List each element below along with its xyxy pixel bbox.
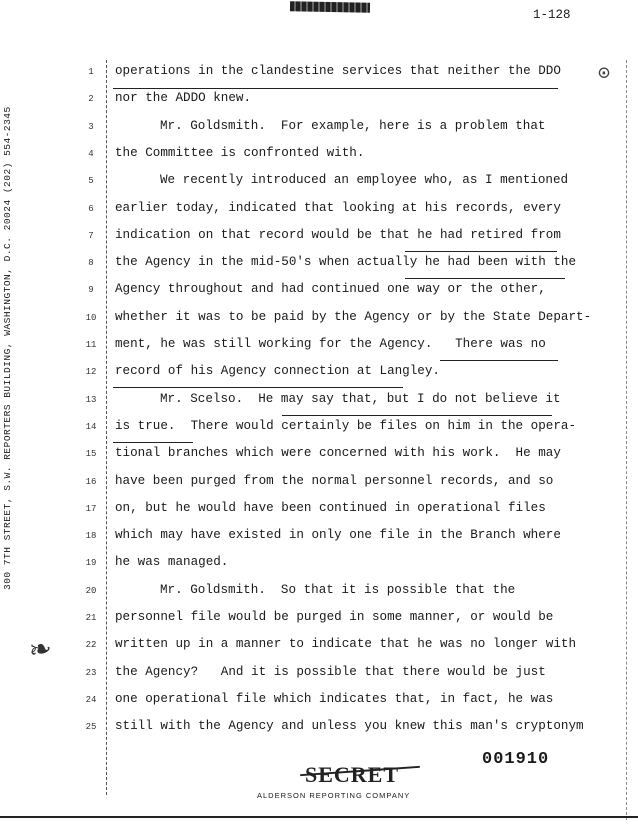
transcript-line <box>0 583 638 603</box>
line-text: indication on that record would be that he had retired from <box>115 227 561 242</box>
top-classification-stamp <box>290 1 370 12</box>
line-text: the Agency? And it is possible that there would be just <box>115 664 546 679</box>
line-text: one operational file which indicates that, in fact, he was <box>115 691 554 706</box>
line-number: 1 <box>88 67 94 77</box>
handwritten-underline <box>282 415 552 416</box>
line-number: 10 <box>85 312 97 323</box>
line-text: whether it was to be paid by the Agency or by the State Depart- <box>115 309 592 324</box>
transcript-line <box>0 173 638 193</box>
handwritten-signature: ❧ <box>27 630 54 672</box>
line-text: the Agency in the mid-50's when actually he had been with the <box>115 255 577 270</box>
line-text: Mr. Goldsmith. So that it is possible that the <box>160 582 516 597</box>
line-number: 2 <box>88 94 94 105</box>
line-number: 25 <box>85 722 97 733</box>
transcript-line <box>0 282 638 302</box>
line-number: 6 <box>88 203 94 214</box>
handwritten-underline <box>440 360 558 361</box>
line-number: 19 <box>85 558 97 569</box>
transcript-line <box>0 446 638 466</box>
transcript-line <box>0 255 638 275</box>
line-number: 7 <box>88 230 94 241</box>
line-text: Agency throughout and had continued one way or the other, <box>115 282 546 297</box>
line-text: have been purged from the normal personnel records, and so <box>115 473 554 488</box>
line-text: Mr. Scelso. He may say that, but I do not believe it <box>160 391 561 406</box>
transcript-line <box>0 419 638 439</box>
transcript-line <box>0 119 638 139</box>
transcript-line <box>0 310 638 330</box>
handwritten-underline <box>405 278 565 279</box>
bottom-rule <box>0 816 638 818</box>
line-text: earlier today, indicated that looking at his records, every <box>115 200 561 215</box>
line-text: Mr. Goldsmith. For example, here is a problem that <box>160 118 546 133</box>
transcript-line <box>0 201 638 221</box>
line-number: 13 <box>85 394 97 405</box>
transcript-line <box>0 64 638 84</box>
transcript-line <box>0 146 638 166</box>
line-text: is true. There would certainly be files on him in the opera- <box>115 418 577 433</box>
line-number: 23 <box>85 667 97 678</box>
page-number: 1-128 <box>533 8 571 22</box>
line-number: 3 <box>88 121 94 132</box>
line-text: on, but he would have been continued in operational files <box>115 500 546 515</box>
line-number: 16 <box>85 476 97 487</box>
secret-stamp: SECRET <box>305 762 400 787</box>
line-text: the Committee is confronted with. <box>115 145 365 160</box>
line-text: personnel file would be purged in some manner, or would be <box>115 610 554 624</box>
line-number: 8 <box>88 258 94 269</box>
line-number: 20 <box>85 585 97 596</box>
reporting-company: ALDERSON REPORTING COMPANY <box>257 791 411 800</box>
transcript-line <box>0 692 638 712</box>
handwritten-underline <box>113 387 403 388</box>
transcript-line <box>0 337 638 357</box>
line-number: 12 <box>85 367 97 378</box>
line-text: written up in a manner to indicate that he was no longer with <box>115 637 577 652</box>
paperclip-mark: ⊙ <box>598 63 611 86</box>
transcript-line <box>0 610 638 630</box>
line-number: 18 <box>85 531 97 542</box>
handwritten-underline <box>113 88 558 89</box>
line-text: We recently introduced an employee who, as I mentioned <box>160 173 569 188</box>
transcript-line <box>0 637 638 657</box>
line-number: 4 <box>88 148 94 159</box>
margin-address-text: 300 7TH STREET, S.W. REPORTERS BUILDING, WASHINGTON, D.C. 20024 (202) 554-2345 <box>2 106 13 590</box>
transcript-line <box>0 364 638 384</box>
handwritten-underline <box>405 251 557 252</box>
line-text: ment, he was still working for the Agency. There was no <box>115 337 546 351</box>
transcript-line <box>0 528 638 548</box>
line-text: record of his Agency connection at Langley. <box>115 364 440 379</box>
line-text: tional branches which were concerned with his work. He may <box>115 446 561 461</box>
transcript-line <box>0 228 638 248</box>
line-text: he was managed. <box>115 555 229 570</box>
line-number: 5 <box>88 176 94 187</box>
line-number: 9 <box>88 285 94 296</box>
transcript-line <box>0 501 638 521</box>
line-text: nor the ADDO knew. <box>115 91 252 106</box>
transcript-line <box>0 665 638 685</box>
transcript-line <box>0 719 638 739</box>
line-number: 17 <box>85 503 97 514</box>
transcript-line <box>0 474 638 494</box>
line-number: 22 <box>85 640 97 651</box>
line-number: 24 <box>85 694 97 705</box>
transcript-line <box>0 392 638 412</box>
line-number: 11 <box>85 340 97 350</box>
transcript-line <box>0 555 638 575</box>
handwritten-underline <box>113 442 193 443</box>
line-text: which may have existed in only one file in the Branch where <box>115 528 561 543</box>
transcript-line <box>0 91 638 111</box>
document-number: 001910 <box>482 750 550 769</box>
line-number: 14 <box>85 421 97 432</box>
line-number: 21 <box>85 613 97 623</box>
line-text: still with the Agency and unless you knew this man's cryptonym <box>115 719 584 734</box>
line-number: 15 <box>85 449 97 460</box>
line-text: operations in the clandestine services that neither the DDO <box>115 64 561 78</box>
